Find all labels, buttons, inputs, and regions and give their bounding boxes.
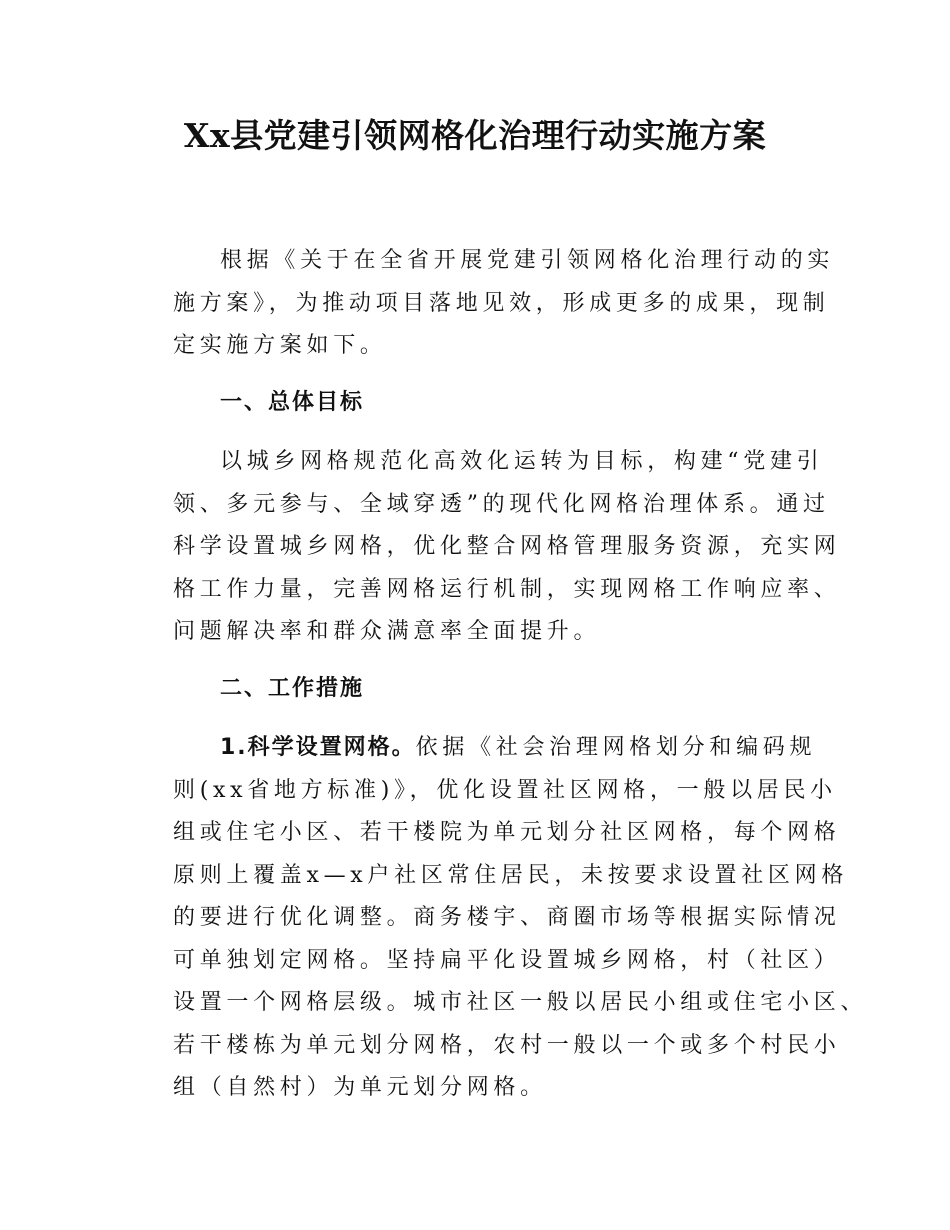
section-2-heading: 二、工作措施 [220,676,365,701]
measure-1-line: 原则上覆盖x—x户社区常住居民，未按要求设置社区网格 [173,862,849,888]
section-1-heading: 一、总体目标 [220,390,365,415]
section-1-line: 以城乡网格规范化高效化运转为目标，构建“党建引 [220,449,824,474]
intro-line: 施方案》，为推动项目落地见效，形成更多的成果，现制 [173,290,830,316]
measure-1-line: 若干楼栋为单元划分网格，农村一般以一个或多个村民小 [173,1032,841,1058]
measure-1-line: 则(xx省地方标准)》，优化设置社区网格，一般以居民小 [173,777,837,803]
section-1-line: 科学设置城乡网格，优化整合网格管理服务资源，充实网 [173,534,841,559]
measure-1-first-line [173,727,817,770]
section-2 [173,668,793,711]
section-1 [173,382,793,425]
measure-1-line: 的要进行优化调整。商务楼宇、商圈市场等根据实际情况 [173,905,841,930]
measure-1-line: 组或住宅小区、若干楼院为单元划分社区网格，每个网格 [173,820,841,845]
intro-paragraph [173,240,835,368]
measure-1-line: 可单独划定网格。坚持扁平化设置城乡网格，村（社区） [173,947,841,973]
intro-line: 定实施方案如下。 [173,333,387,358]
measure-1-line: 设置一个网格层级。城市社区一般以居民小组或住宅小区、 [173,990,868,1015]
measure-1-lead: 1.科学设置网格。 [220,735,416,760]
measure-1-first-rest: 依据《社会治理网格划分和编码规 [415,735,817,760]
section-1-paragraph [173,441,841,654]
measure-1-line: 组（自然村）为单元划分网格。 [173,1075,547,1100]
section-1-line: 问题解决率和群众满意率全面提升。 [173,619,601,644]
section-1-line: 领、多元参与、全域穿透”的现代化网格治理体系。通过 [173,491,830,517]
document-title: Xx县党建引领网格化治理行动实施方案 [183,116,767,155]
measure-1-paragraph [173,727,868,1110]
section-1-line: 格工作力量，完善网格运行机制，实现网格工作响应率、 [173,576,841,602]
intro-line: 根据《关于在全省开展党建引领网格化治理行动的实 [220,248,835,273]
